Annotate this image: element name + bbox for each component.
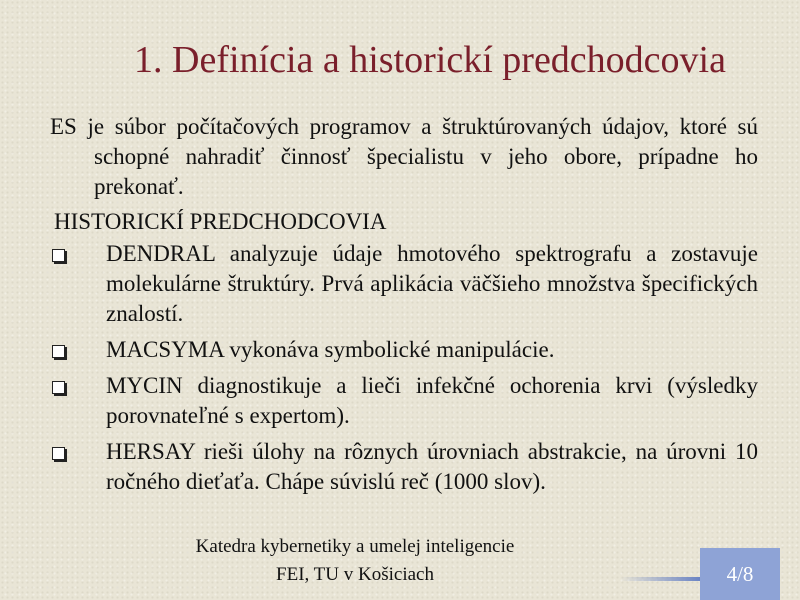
list-item-text: HERSAY rieši úlohy na rôznych úrovniach abstrakcie, na úrovni 10 ročného dieťaťa. Chápe súvislú reč (1000 slov). (106, 439, 758, 494)
footer-institution (150, 533, 560, 589)
checkbox-bullet-icon (52, 447, 65, 460)
list-item-text: DENDRAL analyzuje údaje hmotového spektrografu a zostavuje molekulárne štruktúry. Prvá aplikácia väčšieho množstva špecifických znalostí. (106, 241, 758, 326)
list-item (50, 335, 758, 365)
slide-title: 1. Definícia a historickí predchodcovia (134, 39, 726, 81)
history-heading: HISTORICKÍ PREDCHODCOVIA (54, 209, 387, 234)
checkbox-bullet-icon (52, 345, 65, 358)
list-item (50, 437, 758, 497)
footer-accent-bar (620, 577, 700, 581)
list-item-text: MYCIN diagnostikuje a lieči infekčné ochorenia krvi (výsledky porovnateľné s expertom). (106, 373, 758, 428)
footer-university: FEI, TU v Košiciach (276, 564, 434, 585)
checkbox-bullet-icon (52, 381, 65, 394)
history-list (50, 239, 758, 497)
list-item (50, 239, 758, 329)
footer-department: Katedra kybernetiky a umelej inteligencie (195, 536, 515, 557)
page-number: 4/8 (700, 548, 780, 600)
list-item (50, 371, 758, 431)
slide-body (50, 112, 758, 503)
definition-paragraph: ES je súbor počítačových programov a štruktúrovaných údajov, ktoré sú schopné nahradiť činnosť špecialistu v jeho obore, prípadne ho prekonať. (50, 114, 758, 199)
list-item-text: MACSYMA vykonáva symbolické manipulácie. (106, 337, 555, 362)
checkbox-bullet-icon (52, 249, 65, 262)
